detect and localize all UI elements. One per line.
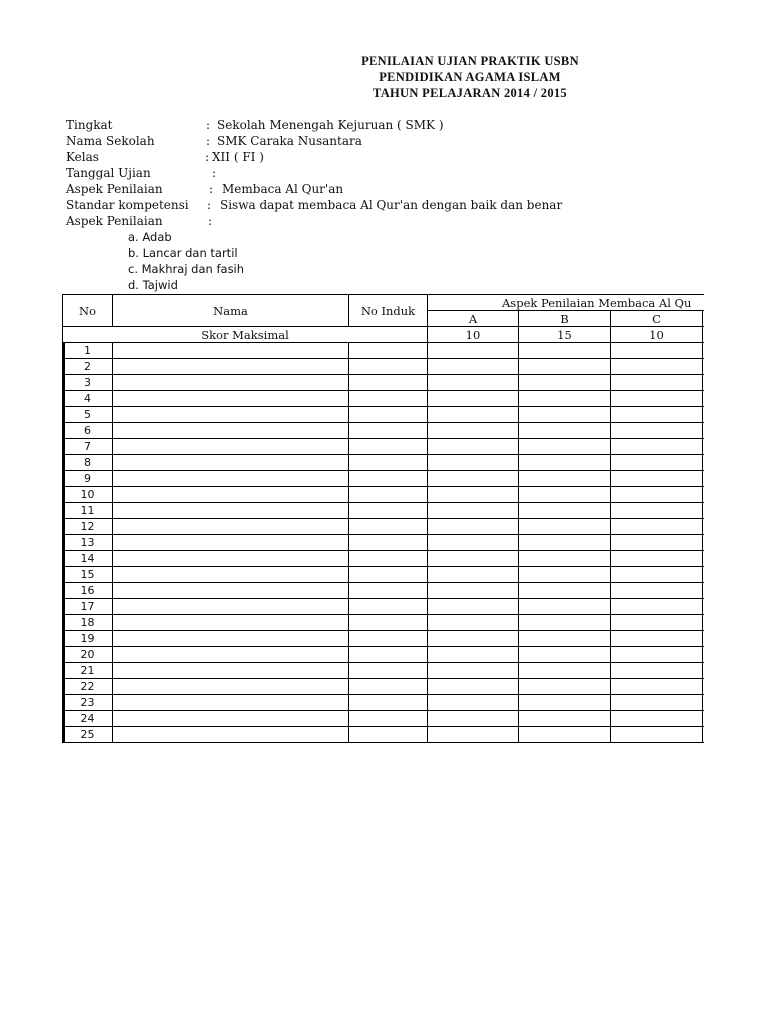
- score-a-cell: [428, 487, 519, 503]
- info-value: Siswa dapat membaca Al Qur'an dengan baik dan benar: [220, 198, 563, 212]
- no-induk-cell: [349, 631, 428, 647]
- no-induk-cell: [349, 407, 428, 423]
- score-a-cell: [428, 583, 519, 599]
- nama-cell: [113, 567, 349, 583]
- table-row: [63, 647, 705, 663]
- table-row: [63, 663, 705, 679]
- score-a-cell: [428, 439, 519, 455]
- nama-cell: [113, 487, 349, 503]
- score-a-cell: [428, 727, 519, 743]
- no-induk-cell: [349, 455, 428, 471]
- score-b-cell: [519, 359, 611, 375]
- score-b-cell: [519, 631, 611, 647]
- score-overflow-cell: [703, 503, 705, 519]
- nama-cell: [113, 727, 349, 743]
- row-number: 2: [63, 359, 113, 375]
- row-number: 11: [63, 503, 113, 519]
- table-row: [63, 455, 705, 471]
- score-overflow-cell: [703, 535, 705, 551]
- score-b-cell: [519, 695, 611, 711]
- score-b-cell: [519, 583, 611, 599]
- score-overflow-cell: [703, 423, 705, 439]
- row-number: 15: [63, 567, 113, 583]
- score-b-cell: [519, 711, 611, 727]
- score-c-cell: [611, 727, 703, 743]
- score-b-cell: [519, 343, 611, 359]
- score-c-cell: [611, 487, 703, 503]
- score-b-cell: [519, 423, 611, 439]
- score-a-cell: [428, 455, 519, 471]
- info-label: Nama Sekolah: [66, 134, 155, 148]
- score-a-cell: [428, 407, 519, 423]
- aspek-item-makhraj: c. Makhraj dan fasih: [128, 262, 245, 276]
- score-b-cell: [519, 439, 611, 455]
- score-c-cell: [611, 519, 703, 535]
- score-a-cell: [428, 503, 519, 519]
- score-c-cell: [611, 375, 703, 391]
- no-induk-cell: [349, 439, 428, 455]
- score-overflow-cell: [703, 583, 705, 599]
- row-number: 7: [63, 439, 113, 455]
- no-induk-cell: [349, 519, 428, 535]
- nama-cell: [113, 375, 349, 391]
- score-b-cell: [519, 391, 611, 407]
- score-b-cell: [519, 375, 611, 391]
- score-overflow-cell: [703, 519, 705, 535]
- score-overflow-cell: [703, 663, 705, 679]
- table-row: [63, 503, 705, 519]
- score-a-cell: [428, 423, 519, 439]
- table-row: [63, 615, 705, 631]
- score-b-cell: [519, 567, 611, 583]
- header-aspek: Aspek Penilaian Membaca Al Qu: [428, 295, 705, 311]
- score-overflow-cell: [703, 359, 705, 375]
- header-row-1: [63, 295, 705, 311]
- info-colon: :: [206, 118, 211, 132]
- row-number: 8: [63, 455, 113, 471]
- score-b-cell: [519, 663, 611, 679]
- score-c-cell: [611, 535, 703, 551]
- score-a-cell: [428, 567, 519, 583]
- no-induk-cell: [349, 711, 428, 727]
- row-number: 23: [63, 695, 113, 711]
- aspek-item-adab: a. Adab: [128, 230, 172, 244]
- score-b-cell: [519, 535, 611, 551]
- no-induk-cell: [349, 695, 428, 711]
- table-row: [63, 711, 705, 727]
- score-overflow-cell: [703, 679, 705, 695]
- row-number: 19: [63, 631, 113, 647]
- table-row: [63, 423, 705, 439]
- score-a-cell: [428, 615, 519, 631]
- row-number: 1: [63, 343, 113, 359]
- score-overflow-cell: [703, 471, 705, 487]
- table-row: [63, 583, 705, 599]
- score-a-cell: [428, 679, 519, 695]
- score-overflow-cell: [703, 391, 705, 407]
- score-c-cell: [611, 647, 703, 663]
- table-row: [63, 535, 705, 551]
- score-overflow-cell: [703, 487, 705, 503]
- aspek-item-lancar: b. Lancar dan tartil: [128, 246, 238, 260]
- no-induk-cell: [349, 583, 428, 599]
- score-overflow-cell: [703, 599, 705, 615]
- nama-cell: [113, 471, 349, 487]
- score-a-cell: [428, 631, 519, 647]
- info-colon: :: [206, 134, 211, 148]
- no-induk-cell: [349, 679, 428, 695]
- row-number: 9: [63, 471, 113, 487]
- row-number: 5: [63, 407, 113, 423]
- table-row: [63, 375, 705, 391]
- score-b-cell: [519, 679, 611, 695]
- score-a-cell: [428, 471, 519, 487]
- skor-b: 15: [519, 327, 611, 343]
- score-c-cell: [611, 711, 703, 727]
- score-b-cell: [519, 487, 611, 503]
- table-row: [63, 695, 705, 711]
- score-b-cell: [519, 471, 611, 487]
- row-number: 16: [63, 583, 113, 599]
- score-c-cell: [611, 631, 703, 647]
- score-c-cell: [611, 455, 703, 471]
- no-induk-cell: [349, 343, 428, 359]
- no-induk-cell: [349, 535, 428, 551]
- nama-cell: [113, 407, 349, 423]
- score-b-cell: [519, 727, 611, 743]
- nama-cell: [113, 423, 349, 439]
- header-nama: Nama: [113, 295, 349, 327]
- nama-cell: [113, 359, 349, 375]
- table-row: [63, 567, 705, 583]
- no-induk-cell: [349, 359, 428, 375]
- no-induk-cell: [349, 663, 428, 679]
- row-number: 12: [63, 519, 113, 535]
- table-row: [63, 439, 705, 455]
- score-overflow-cell: [703, 711, 705, 727]
- nama-cell: [113, 519, 349, 535]
- nama-cell: [113, 663, 349, 679]
- table-row: [63, 359, 705, 375]
- score-overflow-cell: [703, 343, 705, 359]
- score-c-cell: [611, 615, 703, 631]
- table-left-border: [62, 342, 65, 743]
- table-row: [63, 727, 705, 743]
- skor-a: 10: [428, 327, 519, 343]
- score-c-cell: [611, 391, 703, 407]
- row-number: 25: [63, 727, 113, 743]
- info-label: Standar kompetensi: [66, 198, 189, 212]
- nama-cell: [113, 631, 349, 647]
- no-induk-cell: [349, 391, 428, 407]
- score-c-cell: [611, 567, 703, 583]
- score-a-cell: [428, 391, 519, 407]
- score-overflow-cell: [703, 439, 705, 455]
- info-colon: :: [205, 150, 210, 164]
- info-value: Sekolah Menengah Kejuruan ( SMK ): [217, 118, 444, 132]
- score-a-cell: [428, 663, 519, 679]
- header-no-induk: No Induk: [349, 295, 428, 327]
- info-value: SMK Caraka Nusantara: [217, 134, 362, 148]
- score-c-cell: [611, 407, 703, 423]
- title-line-1: PENILAIAN UJIAN PRAKTIK USBN: [361, 54, 579, 68]
- score-overflow-cell: [703, 455, 705, 471]
- header-sub-a: A: [428, 311, 519, 327]
- row-number: 4: [63, 391, 113, 407]
- header-no: No: [63, 295, 113, 327]
- score-b-cell: [519, 407, 611, 423]
- score-c-cell: [611, 503, 703, 519]
- no-induk-cell: [349, 503, 428, 519]
- row-number: 21: [63, 663, 113, 679]
- score-overflow-cell: [703, 647, 705, 663]
- score-b-cell: [519, 551, 611, 567]
- score-a-cell: [428, 647, 519, 663]
- score-a-cell: [428, 551, 519, 567]
- score-b-cell: [519, 647, 611, 663]
- nama-cell: [113, 615, 349, 631]
- table-row: [63, 343, 705, 359]
- info-label: Aspek Penilaian: [66, 214, 163, 228]
- no-induk-cell: [349, 375, 428, 391]
- score-c-cell: [611, 343, 703, 359]
- info-value: Membaca Al Qur'an: [222, 182, 344, 196]
- title-line-3: TAHUN PELAJARAN 2014 / 2015: [373, 86, 567, 100]
- row-number: 13: [63, 535, 113, 551]
- info-colon: :: [208, 214, 213, 228]
- nama-cell: [113, 535, 349, 551]
- score-b-cell: [519, 599, 611, 615]
- row-number: 18: [63, 615, 113, 631]
- score-c-cell: [611, 599, 703, 615]
- nama-cell: [113, 679, 349, 695]
- score-b-cell: [519, 455, 611, 471]
- score-overflow-cell: [703, 615, 705, 631]
- nama-cell: [113, 711, 349, 727]
- skor-overflow: [703, 327, 705, 343]
- no-induk-cell: [349, 727, 428, 743]
- score-c-cell: [611, 471, 703, 487]
- info-colon: :: [212, 166, 217, 180]
- table-row: [63, 407, 705, 423]
- score-c-cell: [611, 423, 703, 439]
- assessment-table-wrapper: [62, 294, 704, 744]
- info-colon: :: [209, 182, 214, 196]
- score-a-cell: [428, 359, 519, 375]
- score-c-cell: [611, 695, 703, 711]
- row-number: 10: [63, 487, 113, 503]
- score-c-cell: [611, 551, 703, 567]
- row-number: 24: [63, 711, 113, 727]
- no-induk-cell: [349, 487, 428, 503]
- no-induk-cell: [349, 551, 428, 567]
- title-line-2: PENDIDIKAN AGAMA ISLAM: [379, 70, 561, 84]
- no-induk-cell: [349, 423, 428, 439]
- score-a-cell: [428, 343, 519, 359]
- score-c-cell: [611, 439, 703, 455]
- skor-c: 10: [611, 327, 703, 343]
- row-number: 14: [63, 551, 113, 567]
- table-row: [63, 599, 705, 615]
- score-c-cell: [611, 359, 703, 375]
- score-overflow-cell: [703, 551, 705, 567]
- score-a-cell: [428, 695, 519, 711]
- table-row: [63, 391, 705, 407]
- score-c-cell: [611, 679, 703, 695]
- table-row: [63, 487, 705, 503]
- aspek-item-tajwid: d. Tajwid: [128, 278, 178, 292]
- row-number: 22: [63, 679, 113, 695]
- skor-row: [63, 327, 705, 343]
- score-overflow-cell: [703, 375, 705, 391]
- nama-cell: [113, 551, 349, 567]
- score-a-cell: [428, 535, 519, 551]
- score-a-cell: [428, 519, 519, 535]
- score-overflow-cell: [703, 695, 705, 711]
- header-sub-c: C: [611, 311, 703, 327]
- info-label: Tanggal Ujian: [66, 166, 151, 180]
- info-label: Aspek Penilaian: [66, 182, 163, 196]
- table-row: [63, 519, 705, 535]
- table-row: [63, 551, 705, 567]
- no-induk-cell: [349, 615, 428, 631]
- score-overflow-cell: [703, 631, 705, 647]
- table-row: [63, 631, 705, 647]
- header-sub-b: B: [519, 311, 611, 327]
- table-row: [63, 471, 705, 487]
- row-number: 3: [63, 375, 113, 391]
- skor-label: Skor Maksimal: [63, 327, 428, 343]
- nama-cell: [113, 343, 349, 359]
- info-value: XII ( FI ): [212, 150, 264, 164]
- assessment-table: [62, 294, 704, 743]
- nama-cell: [113, 503, 349, 519]
- no-induk-cell: [349, 567, 428, 583]
- nama-cell: [113, 455, 349, 471]
- nama-cell: [113, 583, 349, 599]
- score-a-cell: [428, 375, 519, 391]
- score-c-cell: [611, 663, 703, 679]
- nama-cell: [113, 391, 349, 407]
- nama-cell: [113, 695, 349, 711]
- info-colon: :: [207, 198, 212, 212]
- no-induk-cell: [349, 647, 428, 663]
- score-overflow-cell: [703, 727, 705, 743]
- info-label: Tingkat: [66, 118, 113, 132]
- score-c-cell: [611, 583, 703, 599]
- row-number: 17: [63, 599, 113, 615]
- nama-cell: [113, 647, 349, 663]
- table-row: [63, 679, 705, 695]
- score-a-cell: [428, 711, 519, 727]
- info-label: Kelas: [66, 150, 99, 164]
- nama-cell: [113, 439, 349, 455]
- header-sub-overflow: [703, 311, 705, 327]
- no-induk-cell: [349, 599, 428, 615]
- score-overflow-cell: [703, 567, 705, 583]
- no-induk-cell: [349, 471, 428, 487]
- score-overflow-cell: [703, 407, 705, 423]
- row-number: 6: [63, 423, 113, 439]
- nama-cell: [113, 599, 349, 615]
- score-b-cell: [519, 503, 611, 519]
- score-a-cell: [428, 599, 519, 615]
- score-b-cell: [519, 615, 611, 631]
- score-b-cell: [519, 519, 611, 535]
- row-number: 20: [63, 647, 113, 663]
